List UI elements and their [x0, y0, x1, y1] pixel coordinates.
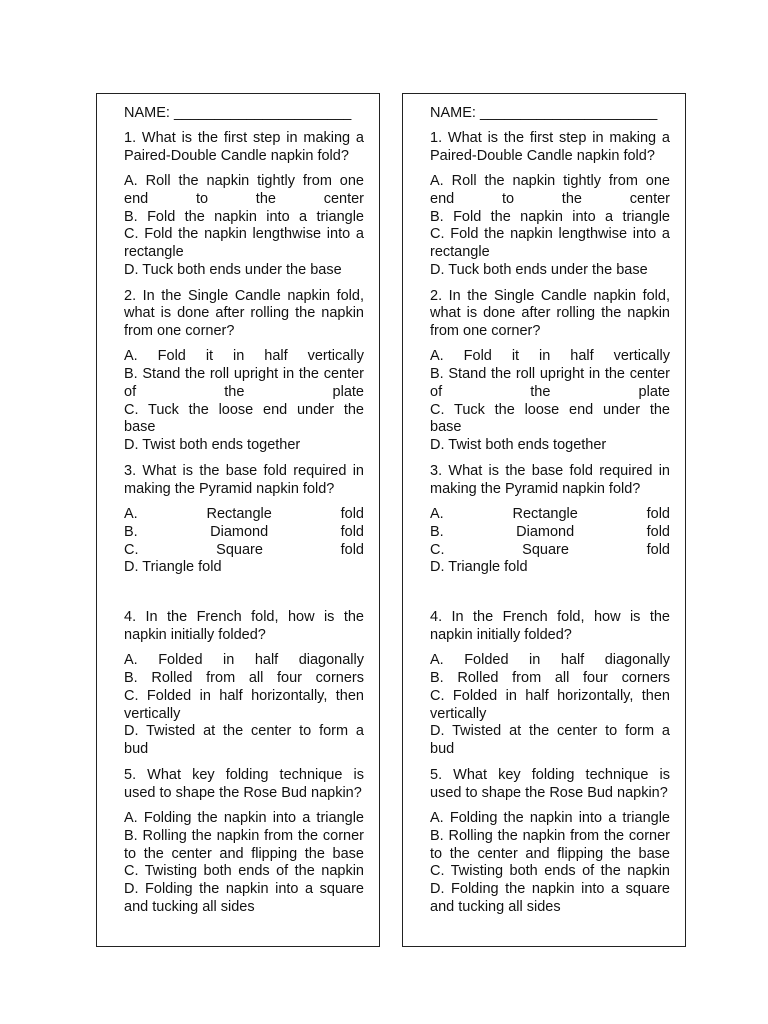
- choice-b: B. Fold the napkin into a triangle: [124, 208, 364, 225]
- choice-a: A. Folding the napkin into a triangle: [124, 810, 364, 827]
- choice-b: B. Stand the roll upright in the center of the plate: [124, 366, 364, 400]
- question-4-text: 4. In the French fold, how is the napkin initially folded?: [124, 609, 364, 643]
- choice-b: B. Rolled from all four corners: [124, 670, 364, 687]
- name-field-left: NAME: ______________________: [124, 105, 352, 121]
- choice-b: B. Diamond fold: [124, 523, 364, 540]
- name-field-right: NAME: ______________________: [430, 105, 658, 121]
- question-3-text: 3. What is the base fold required in making the Pyramid napkin fold?: [430, 463, 670, 497]
- question-1-text: 1. What is the first step in making a Paired-Double Candle napkin fold?: [124, 130, 364, 164]
- choice-a: A. Fold it in half vertically: [430, 348, 670, 365]
- choice-b: B. Fold the napkin into a triangle: [430, 208, 670, 225]
- quiz-card-right: [402, 93, 686, 947]
- choice-c: C. Tuck the loose end under the base: [430, 401, 670, 436]
- choice-d: D. Twist both ends together: [124, 437, 301, 454]
- choice-c: C. Twisting both ends of the napkin: [430, 863, 670, 880]
- choice-c: C. Folded in half horizontally, then vertically: [124, 687, 364, 722]
- choice-c: C. Tuck the loose end under the base: [124, 401, 364, 436]
- question-5-text: 5. What key folding technique is used to shape the Rose Bud napkin?: [430, 767, 670, 801]
- question-5-choices: [124, 810, 364, 917]
- choice-c: C. Fold the napkin lengthwise into a rectangle: [430, 226, 670, 261]
- question-2-text: 2. In the Single Candle napkin fold, what is done after rolling the napkin from one corner?: [430, 287, 670, 339]
- choice-c: C. Twisting both ends of the napkin: [124, 863, 364, 880]
- question-1-choices: [124, 173, 364, 280]
- choice-a: A. Folded in half diagonally: [430, 652, 670, 669]
- question-2-choices: [124, 348, 364, 455]
- question-5-text: 5. What key folding technique is used to shape the Rose Bud napkin?: [124, 767, 364, 801]
- question-5-choices: [430, 810, 670, 917]
- choice-b: B. Diamond fold: [430, 523, 670, 540]
- question-4-text: 4. In the French fold, how is the napkin initially folded?: [430, 609, 670, 643]
- section-gap: [124, 585, 364, 609]
- choice-d: D. Twisted at the center to form a bud: [124, 723, 364, 758]
- question-1-text: 1. What is the first step in making a Paired-Double Candle napkin fold?: [430, 130, 670, 164]
- question-4-choices: [430, 652, 670, 759]
- question-2-text: 2. In the Single Candle napkin fold, what is done after rolling the napkin from one corner?: [124, 287, 364, 339]
- choice-b: B. Stand the roll upright in the center of the plate: [430, 366, 670, 400]
- question-4-choices: [124, 652, 364, 759]
- choice-a: A. Folded in half diagonally: [124, 652, 364, 669]
- choice-b: B. Rolled from all four corners: [430, 670, 670, 687]
- choice-a: A. Rectangle fold: [124, 506, 364, 523]
- choice-a: A. Rectangle fold: [430, 506, 670, 523]
- choice-a: A. Folding the napkin into a triangle: [430, 810, 670, 827]
- section-gap: [430, 585, 670, 609]
- quiz-card-left: [96, 93, 380, 947]
- choice-d: D. Triangle fold: [430, 559, 528, 576]
- choice-a: A. Roll the napkin tightly from one end to the center: [430, 173, 670, 207]
- choice-d: D. Tuck both ends under the base: [124, 261, 342, 278]
- choice-d: D. Tuck both ends under the base: [430, 261, 648, 278]
- choice-a: A. Roll the napkin tightly from one end to the center: [124, 173, 364, 207]
- choice-d: D. Twisted at the center to form a bud: [430, 723, 670, 758]
- question-3-text: 3. What is the base fold required in making the Pyramid napkin fold?: [124, 463, 364, 497]
- question-1-choices: [430, 173, 670, 280]
- choice-d: D. Twist both ends together: [430, 437, 607, 454]
- choice-d: D. Folding the napkin into a square and tucking all sides: [124, 881, 364, 916]
- choice-d: D. Triangle fold: [124, 559, 222, 576]
- choice-b: B. Rolling the napkin from the corner to the center and flipping the base: [430, 827, 670, 862]
- choice-d: D. Folding the napkin into a square and tucking all sides: [430, 881, 670, 916]
- choice-c: C. Fold the napkin lengthwise into a rectangle: [124, 226, 364, 261]
- choice-c: C. Folded in half horizontally, then vertically: [430, 687, 670, 722]
- choice-c: C. Square fold: [124, 541, 364, 558]
- question-3-choices: [124, 506, 364, 577]
- choice-a: A. Fold it in half vertically: [124, 348, 364, 365]
- choice-b: B. Rolling the napkin from the corner to the center and flipping the base: [124, 827, 364, 862]
- choice-c: C. Square fold: [430, 541, 670, 558]
- question-3-choices: [430, 506, 670, 577]
- question-2-choices: [430, 348, 670, 455]
